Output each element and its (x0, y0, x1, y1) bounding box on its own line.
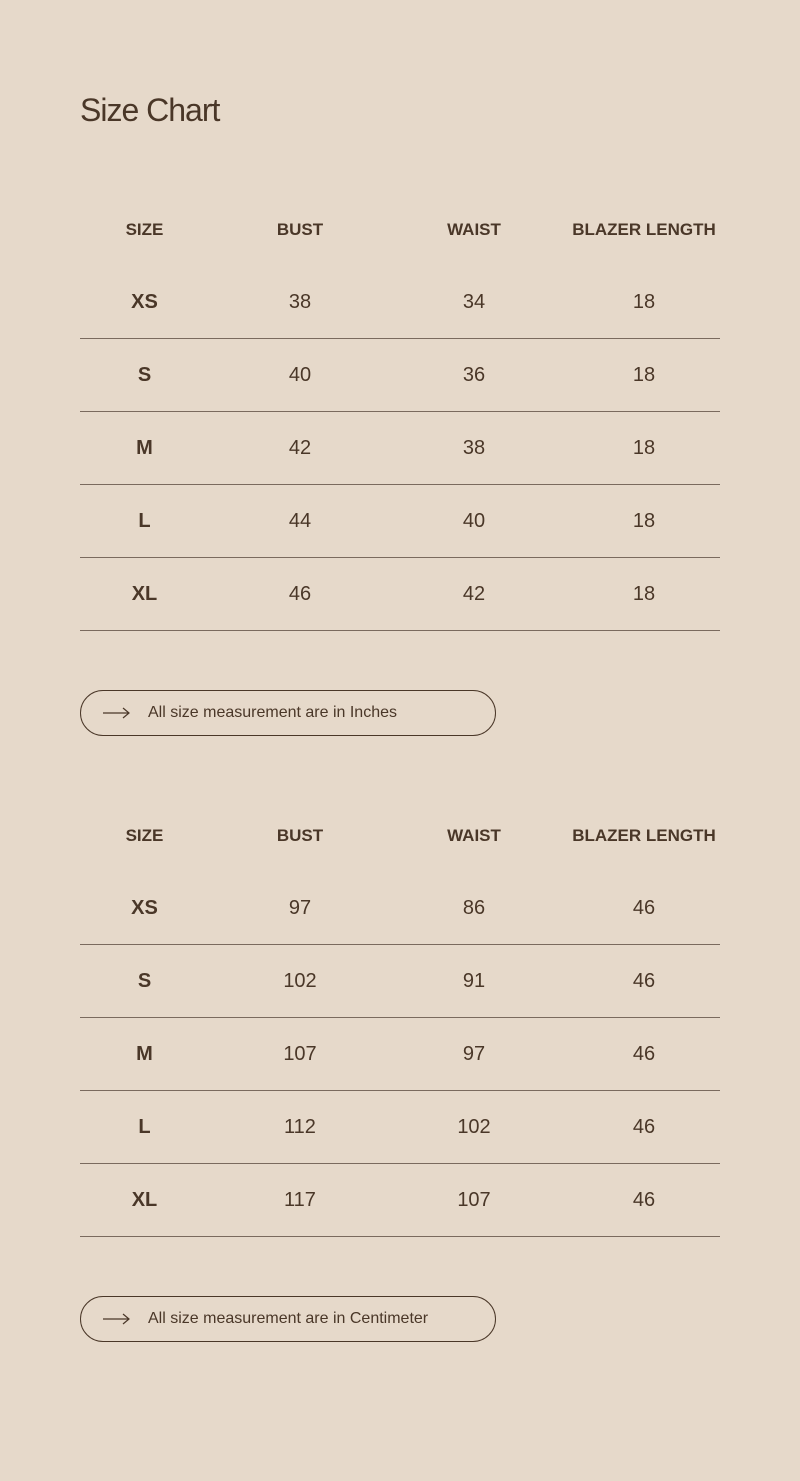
bust-cell: 107 (283, 1042, 317, 1065)
bust-cell: 117 (284, 1188, 316, 1211)
table-header (80, 800, 720, 872)
waist-cell: 102 (457, 1115, 491, 1138)
note-text: All size measurement are in Inches (148, 704, 397, 721)
bust-cell: 44 (288, 509, 312, 532)
bust-cell: 112 (284, 1115, 316, 1138)
table-row (80, 339, 720, 412)
waist-cell: 91 (462, 969, 486, 992)
table-row (80, 266, 720, 339)
blazer-length-cell: 18 (632, 290, 656, 313)
blazer-length-cell: 18 (632, 363, 656, 386)
blazer-length-cell: 46 (632, 896, 656, 919)
blazer-length-cell: 18 (632, 436, 656, 459)
size-cell: M (136, 436, 153, 459)
waist-cell: 40 (462, 509, 486, 532)
waist-cell: 34 (462, 290, 486, 313)
unit-note-inches (80, 690, 496, 736)
header-bust: BUST (276, 826, 324, 845)
page-title: Size Chart (80, 92, 220, 128)
size-table-inches (80, 194, 720, 631)
table-header (80, 194, 720, 266)
header-bust: BUST (276, 220, 324, 239)
size-cell: S (137, 363, 152, 386)
waist-cell: 36 (462, 363, 486, 386)
waist-cell: 107 (457, 1188, 491, 1211)
header-waist: WAIST (447, 220, 501, 239)
unit-note-centimeter (80, 1296, 496, 1342)
note-text: All size measurement are in Centimeter (148, 1310, 429, 1327)
size-cell: XS (131, 896, 158, 919)
size-cell: L (138, 1115, 151, 1138)
waist-cell: 86 (462, 896, 486, 919)
header-waist: WAIST (447, 826, 501, 845)
size-table-centimeter (80, 800, 720, 1237)
size-cell: S (137, 969, 152, 992)
table-row (80, 485, 720, 558)
table-row (80, 1018, 720, 1091)
table-row (80, 1091, 720, 1164)
blazer-length-cell: 18 (632, 582, 656, 605)
size-cell: XL (131, 582, 158, 605)
waist-cell: 42 (462, 582, 486, 605)
arrow-right-icon (103, 1313, 131, 1325)
blazer-length-cell: 18 (632, 509, 656, 532)
blazer-length-cell: 46 (632, 1115, 656, 1138)
blazer-length-cell: 46 (632, 969, 656, 992)
size-cell: XL (131, 1188, 158, 1211)
header-blazer-length: BLAZER LENGTH (572, 826, 716, 845)
header-blazer-length: BLAZER LENGTH (572, 220, 716, 239)
waist-cell: 97 (462, 1042, 486, 1065)
table-row (80, 1164, 720, 1237)
table-row (80, 412, 720, 485)
size-cell: XS (131, 290, 158, 313)
size-cell: M (136, 1042, 153, 1065)
table-row (80, 872, 720, 945)
bust-cell: 40 (288, 363, 312, 386)
size-cell: L (138, 509, 151, 532)
header-size: SIZE (125, 826, 164, 845)
waist-cell: 38 (462, 436, 486, 459)
table-row (80, 558, 720, 631)
header-size: SIZE (125, 220, 164, 239)
bust-cell: 97 (288, 896, 312, 919)
blazer-length-cell: 46 (632, 1188, 656, 1211)
bust-cell: 42 (288, 436, 312, 459)
blazer-length-cell: 46 (632, 1042, 656, 1065)
arrow-right-icon (103, 707, 131, 719)
bust-cell: 38 (288, 290, 312, 313)
bust-cell: 102 (283, 969, 317, 992)
table-row (80, 945, 720, 1018)
bust-cell: 46 (288, 582, 312, 605)
